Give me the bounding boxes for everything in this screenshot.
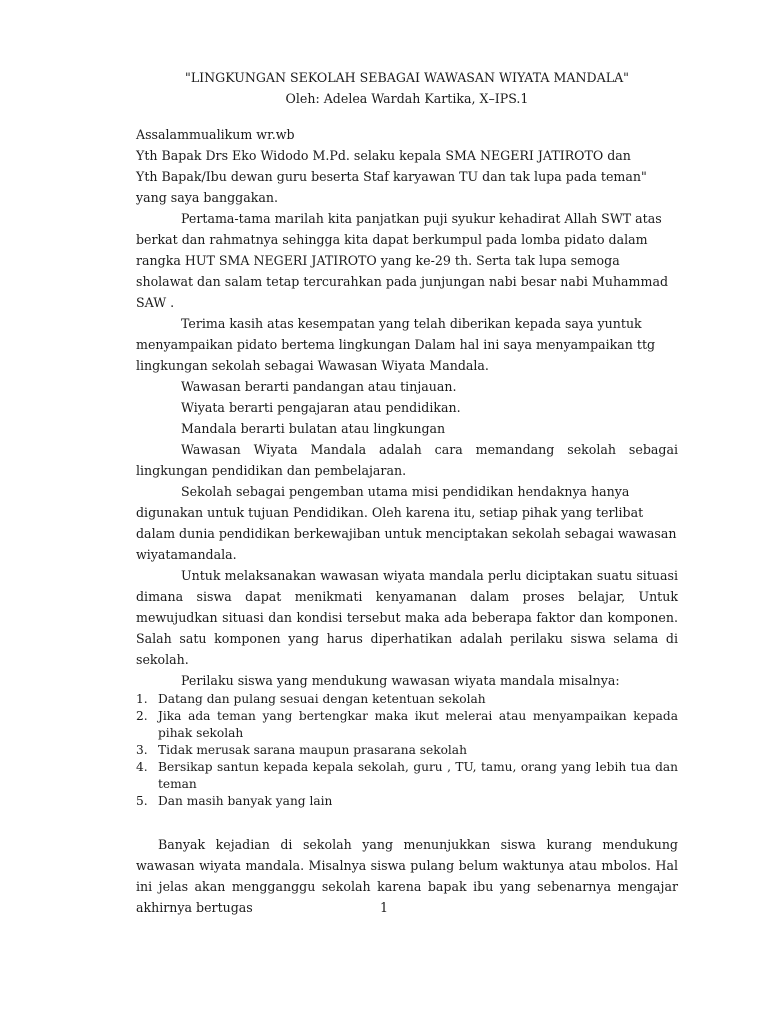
definition-mandala: Mandala berarti bulatan atau lingkungan xyxy=(181,421,446,436)
page-number: 1 xyxy=(379,900,388,915)
document-body xyxy=(136,67,678,918)
list-item xyxy=(136,793,678,810)
list-item-text: Tidak merusak sarana maupun prasarana sekolah xyxy=(158,743,467,757)
list-item-number: 5. xyxy=(136,794,148,808)
greeting: Assalammualikum wr.wb xyxy=(136,127,295,142)
list-item-text: Dan masih banyak yang lain xyxy=(158,794,333,808)
definition-wiyata: Wiyata berarti pengajaran atau pendidikan. xyxy=(181,400,461,415)
paragraph-wawasan-wiyata-mandala: Wawasan Wiyata Mandala adalah cara memandang sekolah sebagai lingkungan pendidikan dan pembelajaran. xyxy=(136,442,678,478)
paragraph-banyak-kejadian: Banyak kejadian di sekolah yang menunjukkan siswa kurang mendukung wawasan wiyata mandala. Misalnya siswa pulang belum waktunya atau mbolos. Hal ini jelas akan mengganggu sekolah karena bapak ibu yang sebenarnya mengajar akhirnya bertugas xyxy=(136,837,678,915)
list-item xyxy=(136,708,678,742)
list-item-number: 3. xyxy=(136,743,148,757)
paragraph-perilaku: Perilaku siswa yang mendukung wawasan wiyata mandala misalnya: xyxy=(181,673,620,688)
paragraph-sekolah: Sekolah sebagai pengemban utama misi pendidikan hendaknya hanya digunakan untuk tujuan Pendidikan. Oleh karena itu, setiap pihak yang terlibat dalam dunia pendidikan berkewajiban untuk menciptakan sekolah sebagai wawasan wiyatamandala. xyxy=(136,484,677,562)
address-line-1: Yth Bapak Drs Eko Widodo M.Pd. selaku kepala SMA NEGERI JATIROTO dan xyxy=(136,148,631,163)
list-item xyxy=(136,759,678,793)
document-byline: Oleh: Adelea Wardah Kartika, X–IPS.1 xyxy=(285,91,529,106)
list-item xyxy=(136,691,678,708)
paragraph-terima-kasih: Terima kasih atas kesempatan yang telah diberikan kepada saya yuntuk menyampaikan pidato bertema lingkungan Dalam hal ini saya menyampaikan ttg lingkungan sekolah sebagai Wawasan Wiyata Mandala. xyxy=(136,316,656,373)
paragraph-syukur: Pertama-tama marilah kita panjatkan puji syukur kehadirat Allah SWT atas berkat dan rahmatnya sehingga kita dapat berkumpul pada lomba pidato dalam rangka HUT SMA NEGERI JATIROTO yang ke-29 th. Serta tak lupa semoga sholawat dan salam tetap tercurahkan pada junjungan nabi besar nabi Muhammad SAW . xyxy=(136,211,669,310)
list-item-number: 4. xyxy=(136,760,148,774)
behavior-list xyxy=(136,691,678,810)
list-item xyxy=(136,742,678,759)
list-item-text: Jika ada teman yang bertengkar maka ikut melerai atau menyampaikan kepada pihak sekolah xyxy=(158,709,678,740)
document-title: "LINGKUNGAN SEKOLAH SEBAGAI WAWASAN WIYATA MANDALA" xyxy=(185,70,629,85)
list-item-number: 1. xyxy=(136,692,148,706)
address-line-2: Yth Bapak/Ibu dewan guru beserta Staf karyawan TU dan tak lupa pada teman" yang saya banggakan. xyxy=(136,169,647,205)
list-item-text: Datang dan pulang sesuai dengan ketentuan sekolah xyxy=(158,692,486,706)
paragraph-untuk-melaksanakan: Untuk melaksanakan wawasan wiyata mandala perlu diciptakan suatu situasi dimana siswa dapat menikmati kenyamanan dalam proses belajar, Untuk mewujudkan situasi dan kondisi tersebut maka ada beberapa faktor dan komponen. Salah satu komponen yang harus diperhatikan adalah perilaku siswa selama di sekolah. xyxy=(136,568,678,667)
definition-wawasan: Wawasan berarti pandangan atau tinjauan. xyxy=(181,379,457,394)
list-item-text: Bersikap santun kepada kepala sekolah, guru , TU, tamu, orang yang lebih tua dan teman xyxy=(158,760,678,791)
list-item-number: 2. xyxy=(136,709,148,723)
